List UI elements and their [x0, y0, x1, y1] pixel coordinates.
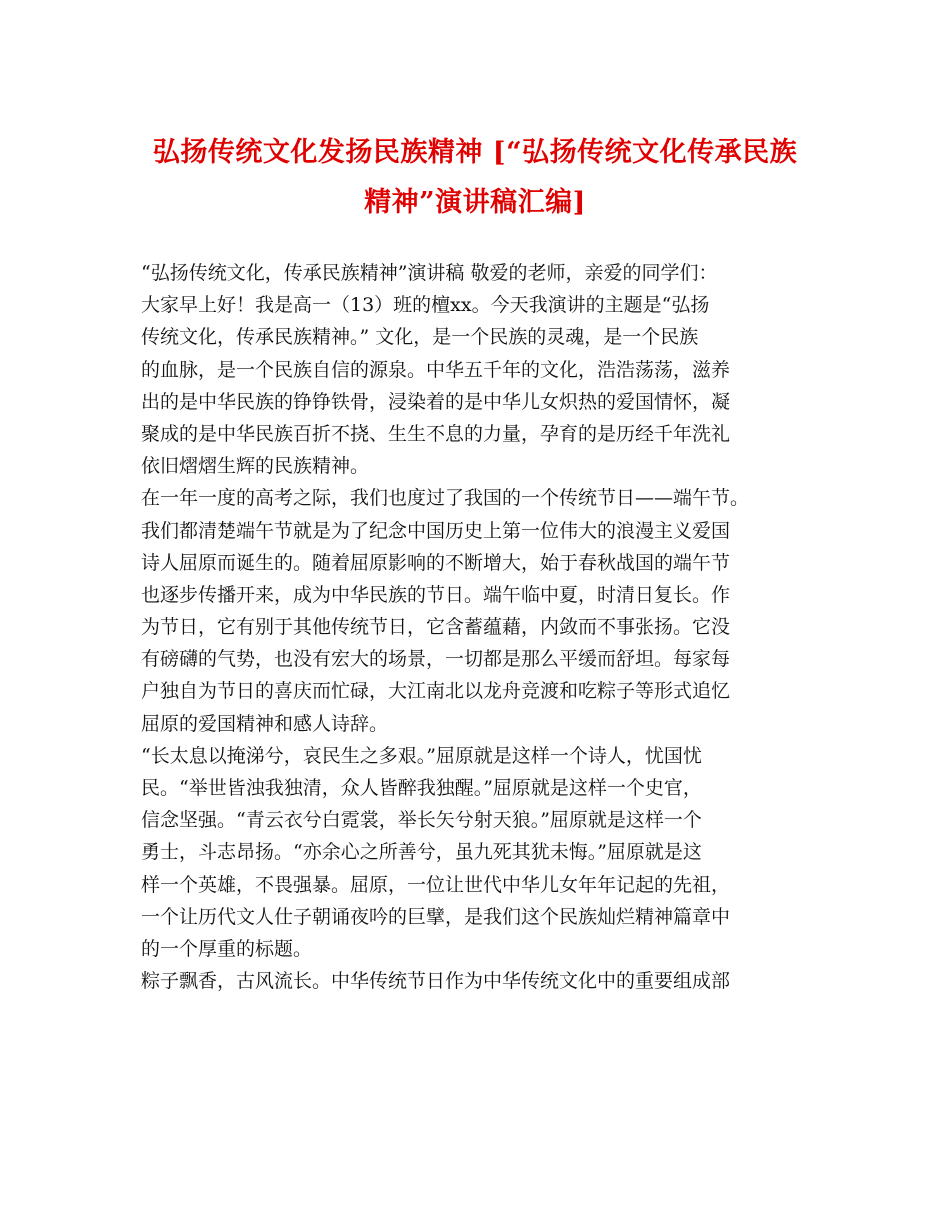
- body-line: 在一年一度的高考之际，我们也度过了我国的一个传统节日——端午节。: [141, 487, 750, 510]
- body-line: 的血脉，是一个民族自信的源泉。中华五千年的文化，浩浩荡荡，滋养: [141, 358, 731, 381]
- body-line: 信念坚强。“青云衣兮白霓裳，举长矢兮射天狼。”屈原就是这样一个: [141, 809, 702, 832]
- body-line: 也逐步传播开来，成为中华民族的节日。端午临中夏，时清日复长。作: [141, 583, 731, 606]
- body-line: 民。“举世皆浊我独清，众人皆醉我独醒。”屈原就是这样一个史官，: [141, 777, 702, 799]
- body-line: 一个让历代文人仕子朝诵夜吟的巨擘，是我们这个民族灿烂精神篇章中: [141, 905, 731, 928]
- body-line: 户独自为节日的喜庆而忙碌，大江南北以龙舟竞渡和吃粽子等形式追忆: [141, 680, 731, 703]
- body-line: 依旧熠熠生辉的民族精神。: [141, 455, 370, 478]
- body-line: 为节日，它有别于其他传统节日，它含蓄蕴藉，内敛而不事张扬。它没: [141, 616, 731, 639]
- body-line: 出的是中华民族的铮铮铁骨，浸染着的是中华儿女炽热的爱国情怀，凝: [141, 390, 731, 413]
- title-line: 精神”演讲稿汇编]: [364, 187, 586, 218]
- body-line: 样一个英雄，不畏强暴。屈原，一位让世代中华儿女年年记起的先祖，: [141, 873, 731, 896]
- body-line: 传统文化，传承民族精神。” 文化，是一个民族的灵魂，是一个民族: [141, 326, 699, 349]
- body-line: “弘扬传统文化，传承民族精神”演讲稿 敬爱的老师，亲爱的同学们：: [141, 262, 718, 284]
- body-line: 有磅礴的气势，也没有宏大的场景，一切都是那么平缓而舒坦。每家每: [141, 648, 731, 671]
- document-title: [120, 128, 830, 228]
- body-line: 屈原的爱国精神和感人诗辞。: [141, 712, 389, 735]
- body-line: 诗人屈原而诞生的。随着屈原影响的不断增大，始于春秋战国的端午节: [141, 551, 731, 574]
- body-line: 勇士，斗志昂扬。“亦余心之所善兮，虽九死其犹未悔。”屈原就是这: [141, 841, 702, 864]
- body-line: 的一个厚重的标题。: [141, 937, 313, 960]
- title-line: 弘扬传统文化发扬民族精神 [“弘扬传统文化传承民族: [152, 137, 798, 168]
- body-line: 粽子飘香，古风流长。中华传统节日作为中华传统文化中的重要组成部: [141, 970, 731, 993]
- body-line: 我们都清楚端午节就是为了纪念中国历史上第一位伟大的浪漫主义爱国: [141, 519, 731, 542]
- body-line: “长太息以掩涕兮，哀民生之多艰。”屈原就是这样一个诗人，忧国忧: [141, 744, 702, 767]
- body-line: 大家早上好！我是高一（13）班的檀xx。今天我演讲的主题是“弘扬: [141, 294, 710, 317]
- body-line: 聚成的是中华民族百折不挠、生生不息的力量，孕育的是历经千年洗礼: [141, 422, 731, 445]
- document-body: [141, 257, 841, 997]
